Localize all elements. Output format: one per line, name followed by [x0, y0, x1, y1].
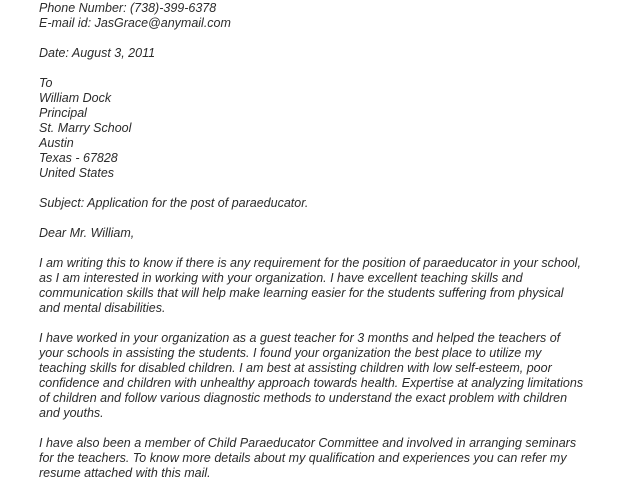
- paragraph-line: and mental disabilities.: [39, 301, 166, 315]
- paragraph-line: confidence and children with unhealthy approach towards health. Expertise at analyzing limitations: [39, 376, 584, 390]
- paragraph-line: resume attached with this mail.: [39, 466, 211, 480]
- spacer: [39, 211, 619, 226]
- paragraph-line: your schools in assisting the students. I found your organization the best place to utilize my: [39, 346, 542, 360]
- spacer: [39, 241, 619, 256]
- paragraph-line: and youths.: [39, 406, 104, 420]
- letter-salutation: Dear Mr. William,: [39, 226, 135, 240]
- letter-subject: Subject: Application for the post of paraeducator.: [39, 196, 309, 210]
- body-paragraph-1: [39, 256, 619, 316]
- spacer: [39, 181, 619, 196]
- spacer: [39, 31, 619, 46]
- body-paragraph-2: [39, 331, 619, 421]
- spacer: [39, 421, 619, 436]
- recipient-to: To: [39, 76, 53, 90]
- body-paragraph-3: [39, 436, 619, 481]
- paragraph-line: for the teachers. To know more details about my qualification and experiences you can refer my: [39, 451, 567, 465]
- paragraph-line: as I am interested in working with your organization. I have excellent teaching skills and: [39, 271, 523, 285]
- spacer: [39, 61, 619, 76]
- spacer: [39, 316, 619, 331]
- recipient-organization: St. Marry School: [39, 121, 132, 135]
- paragraph-line: I have worked in your organization as a guest teacher for 3 months and helped the teachers of: [39, 331, 561, 345]
- recipient-block: [39, 76, 619, 181]
- sender-phone: Phone Number: (738)-399-6378: [39, 1, 217, 15]
- paragraph-line: teaching skills for disabled children. I am best at assisting children with low self-esteem, poor: [39, 361, 552, 375]
- recipient-country: United States: [39, 166, 115, 180]
- paragraph-line: of children and follow various diagnostic methods to understand the exact problem with children: [39, 391, 568, 405]
- sender-email: E-mail id: JasGrace@anymail.com: [39, 16, 231, 30]
- recipient-name: William Dock: [39, 91, 112, 105]
- cover-letter: [39, 1, 619, 481]
- paragraph-line: I am writing this to know if there is any requirement for the position of paraeducator in your school,: [39, 256, 581, 270]
- sender-block: [39, 1, 619, 31]
- paragraph-line: I have also been a member of Child Paraeducator Committee and involved in arranging seminars: [39, 436, 577, 450]
- recipient-title: Principal: [39, 106, 87, 120]
- recipient-state-zip: Texas - 67828: [39, 151, 118, 165]
- recipient-city: Austin: [39, 136, 74, 150]
- letter-date: Date: August 3, 2011: [39, 46, 156, 60]
- paragraph-line: communication skills that will help make learning easier for the students suffering from physical: [39, 286, 564, 300]
